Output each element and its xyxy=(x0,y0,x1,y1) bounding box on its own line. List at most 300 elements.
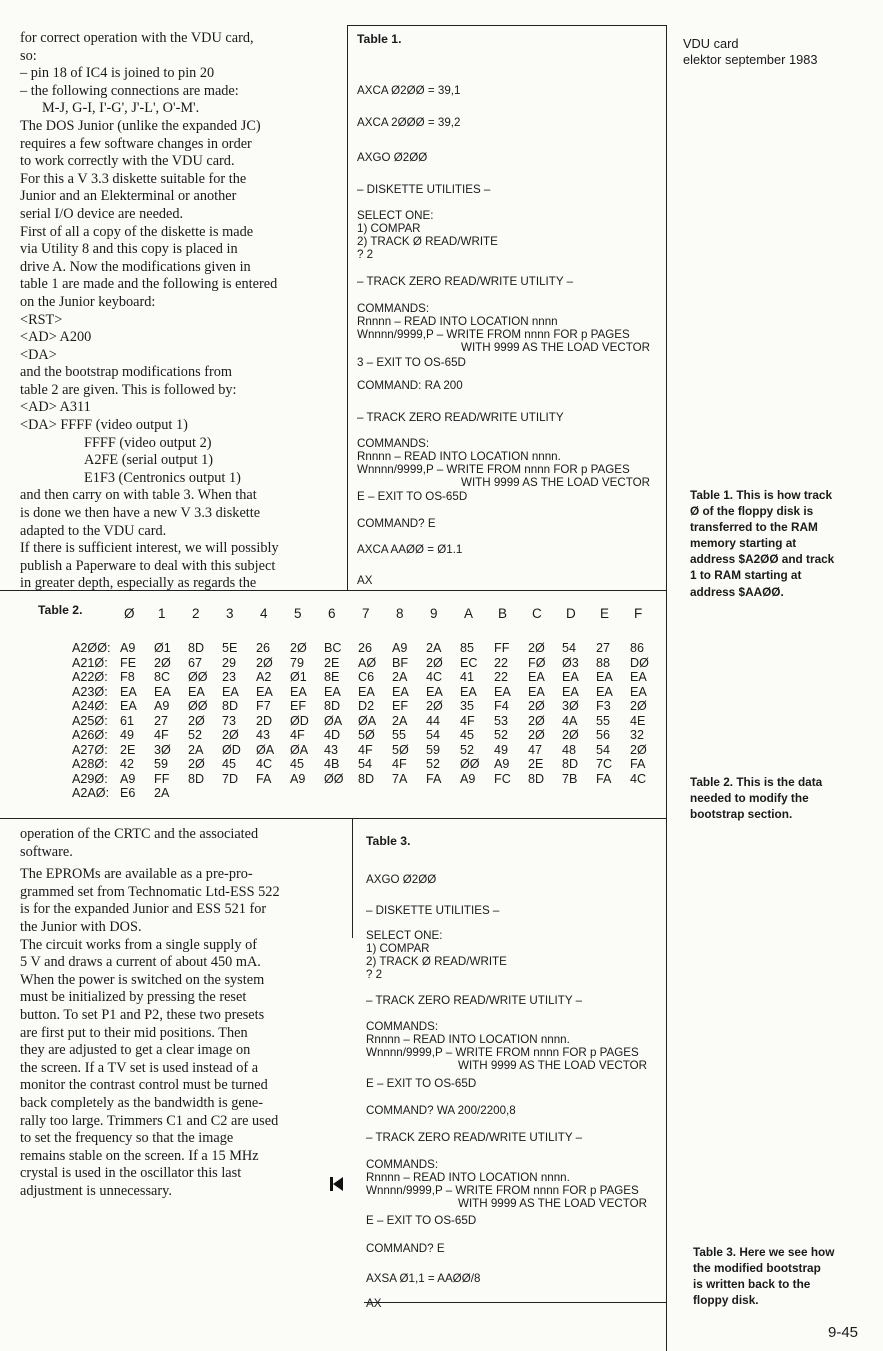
table2-header-row xyxy=(0,606,667,620)
table3-line: – DISKETTE UTILITIES – xyxy=(366,904,500,917)
table2-byte: EA xyxy=(358,684,375,699)
table2-byte: C6 xyxy=(358,670,375,684)
table2-byte: 7D xyxy=(222,771,239,786)
table2-byte: A2 xyxy=(256,670,272,684)
table2-byte: 55 xyxy=(392,728,407,742)
table2-byte: 7B xyxy=(562,771,578,786)
table3-line: COMMAND? WA 200/2200,8 xyxy=(366,1104,516,1117)
body-line: is done we then have a new V 3.3 diskette xyxy=(20,505,261,522)
body-line: button. To set P1 and P2, these two presets xyxy=(20,1006,265,1023)
caption-line: needed to modify the xyxy=(690,791,809,806)
body-line: serial I/O device are needed. xyxy=(20,205,184,222)
table2-byte: ØA xyxy=(358,713,377,728)
table2-byte: 52 xyxy=(188,728,203,742)
table2-byte: 4F xyxy=(290,728,305,742)
table2-byte: Ø3 xyxy=(562,655,579,670)
table2-byte: EA xyxy=(596,670,613,684)
table2-title: Table 2. xyxy=(38,603,83,617)
table2-byte: EA xyxy=(562,684,579,699)
body-line: – pin 18 of IC4 is joined to pin 20 xyxy=(20,65,215,82)
table1-line: SELECT ONE: xyxy=(357,209,434,222)
table2-byte: 32 xyxy=(630,728,645,742)
table3-line: Rnnnn – READ INTO LOCATION nnnn. xyxy=(366,1033,570,1046)
table2-byte: ØØ xyxy=(460,757,480,771)
body-line: requires a few software changes in order xyxy=(20,135,252,152)
table2-column-header: 3 xyxy=(226,606,234,621)
table2-byte: BC xyxy=(324,641,342,655)
table2-byte: F8 xyxy=(120,670,135,684)
body-line: so: xyxy=(20,47,37,64)
table2-byte: 73 xyxy=(222,713,237,728)
table2-byte: 52 xyxy=(460,742,475,757)
table2-byte: 2Ø xyxy=(154,655,171,670)
table2-byte: EA xyxy=(154,684,171,699)
table2-byte: A9 xyxy=(460,771,476,786)
table2-byte: 27 xyxy=(596,641,611,655)
table2-byte: FC xyxy=(494,771,511,786)
body-line: to work correctly with the VDU card. xyxy=(20,153,235,170)
table2-byte: 54 xyxy=(426,728,441,742)
table2-byte: EA xyxy=(188,684,205,699)
table2-byte: 2Ø xyxy=(630,742,647,757)
body-line: must be initialized by pressing the reset xyxy=(20,989,247,1006)
table2-byte: 56 xyxy=(596,728,611,742)
table2-column-header: D xyxy=(566,606,576,621)
table1-line: WITH 9999 AS THE LOAD VECTOR xyxy=(461,341,650,354)
table3-caption xyxy=(693,1244,834,1308)
table2-byte: 88 xyxy=(596,655,611,670)
table2-byte: 53 xyxy=(494,713,509,728)
table2-byte: 27 xyxy=(154,713,169,728)
body-line: via Utility 8 and this copy is placed in xyxy=(20,241,238,258)
table2-byte: 2Ø xyxy=(188,713,205,728)
table2-byte: 22 xyxy=(494,655,509,670)
table2-byte: 2E xyxy=(324,655,340,670)
body-line: FFFF (video output 2) xyxy=(84,434,212,451)
table2-byte: 2Ø xyxy=(426,655,443,670)
table2-byte: FA xyxy=(596,771,612,786)
table2-byte: 52 xyxy=(426,757,441,771)
table2-byte: 4D xyxy=(324,728,341,742)
table2-byte: 8D xyxy=(562,757,579,771)
table2-column-header: 1 xyxy=(158,606,166,621)
table1-line: AXGO Ø2ØØ xyxy=(357,151,428,164)
table2-byte: 4A xyxy=(562,713,578,728)
body-line: M-J, G-I, I'-G', J'-L', O'-M'. xyxy=(42,100,200,117)
body-line: When the power is switched on the system xyxy=(20,971,265,988)
table2-byte: 55 xyxy=(596,713,611,728)
table2-byte: EA xyxy=(222,684,239,699)
table2-byte: EA xyxy=(290,684,307,699)
table2-byte: FA xyxy=(426,771,442,786)
margin-note-issue: elektor september 1983 xyxy=(683,52,818,67)
table2-byte: 26 xyxy=(256,641,271,655)
table2-byte: 4F xyxy=(392,757,407,771)
table1-line: AXCA Ø2ØØ = 39,1 xyxy=(357,84,461,97)
table3-line: E – EXIT TO OS-65D xyxy=(366,1077,477,1090)
table2-byte: 67 xyxy=(188,655,203,670)
table2-byte: 7A xyxy=(392,771,408,786)
table2-byte: AØ xyxy=(358,655,377,670)
table2-byte: 8D xyxy=(324,699,341,713)
table2-byte: EA xyxy=(256,684,273,699)
table1-line: AXCA AAØØ = Ø1.1 xyxy=(357,543,463,556)
table2-grid xyxy=(0,0,667,818)
body-line: the Junior with DOS. xyxy=(20,918,142,935)
caption-line: is written back to the xyxy=(693,1277,811,1292)
body-line: crystal is used in the oscillator this last xyxy=(20,1165,242,1182)
table2-address: A29Ø: xyxy=(72,771,108,786)
table2-address: A2ØØ: xyxy=(72,641,111,655)
table2-row xyxy=(0,728,667,742)
table3-line: WITH 9999 AS THE LOAD VECTOR xyxy=(458,1059,647,1072)
table2-byte: A9 xyxy=(154,699,170,713)
table2-byte: EA xyxy=(120,699,137,713)
body-line: they are adjusted to get a clear image on xyxy=(20,1042,251,1059)
caption-line: transferred to the RAM xyxy=(690,520,818,535)
table2-byte: 54 xyxy=(358,757,373,771)
caption-line: Table 1. This is how track xyxy=(690,488,833,502)
body-line: <DA> FFFF (video output 1) xyxy=(20,417,188,434)
body-line: are first put to their mid positions. Then xyxy=(20,1024,248,1041)
table2-byte: FF xyxy=(494,641,510,655)
table1-line: Rnnnn – READ INTO LOCATION nnnn xyxy=(357,315,558,328)
table2-byte: 8D xyxy=(188,641,205,655)
table1-line: COMMAND? E xyxy=(357,517,436,530)
table2-byte: FA xyxy=(630,757,646,771)
table2-byte: 4C xyxy=(256,757,273,771)
table2-byte: 23 xyxy=(222,670,237,684)
table2-column-header: 6 xyxy=(328,606,336,621)
table2-byte: 44 xyxy=(426,713,441,728)
page-number: 9-45 xyxy=(828,1324,859,1341)
body-line: rally too large. Trimmers C1 and C2 are used xyxy=(20,1112,279,1129)
table1-line: Wnnnn/9999,P – WRITE FROM nnnn FOR p PAGES xyxy=(357,463,630,476)
table3-line: AXGO Ø2ØØ xyxy=(366,873,437,886)
body-line: Junior and an Elekterminal or another xyxy=(20,188,237,205)
body-line: publish a Paperware to deal with this subject xyxy=(20,557,276,574)
table2-byte: ØØ xyxy=(188,670,208,684)
body-line: The EPROMs are available as a pre-pro- xyxy=(20,866,253,883)
margin-note xyxy=(683,36,817,68)
table1-line: 3 – EXIT TO OS-65D xyxy=(357,356,466,369)
table2-byte: ØØ xyxy=(188,699,208,713)
table2-byte: 42 xyxy=(120,757,135,771)
table2-byte: 52 xyxy=(494,728,509,742)
body-line: software. xyxy=(20,843,73,860)
table3-line: SELECT ONE: xyxy=(366,929,443,942)
table2-byte: EC xyxy=(460,655,478,670)
table2-address: A22Ø: xyxy=(72,670,108,684)
table1-line: ? 2 xyxy=(357,248,374,261)
table2-address: A28Ø: xyxy=(72,757,108,771)
table2-byte: A9 xyxy=(120,641,136,655)
table2-column-header: Ø xyxy=(124,606,135,621)
body-line: to set the frequency so that the image xyxy=(20,1130,234,1147)
table1-line: Wnnnn/9999,P – WRITE FROM nnnn FOR p PAGES xyxy=(357,328,630,341)
margin-note-title: VDU card xyxy=(683,36,739,51)
table2-byte: 85 xyxy=(460,641,475,655)
table2-row xyxy=(0,685,667,699)
body-line xyxy=(20,1183,280,1201)
table2-byte: 43 xyxy=(324,742,339,757)
table2-byte: D2 xyxy=(358,699,375,713)
table2-address: A24Ø: xyxy=(72,699,108,713)
body-line: and then carry on with table 3. When that xyxy=(20,487,257,504)
table1-line: AXCA 2ØØØ = 39,2 xyxy=(357,116,461,129)
caption-line: memory starting at xyxy=(690,536,797,551)
body-line: in greater depth, especially as regards the xyxy=(20,575,257,592)
body-line: <AD> A311 xyxy=(20,399,91,416)
table2-byte: 2A xyxy=(392,713,408,728)
body-line: drive A. Now the modifications given in xyxy=(20,258,251,275)
table2-byte: FA xyxy=(256,771,272,786)
table1-line: 2) TRACK Ø READ/WRITE xyxy=(357,235,498,248)
caption-line: 1 to RAM starting at xyxy=(690,568,802,583)
table2-byte: 59 xyxy=(154,757,169,771)
body-line: on the Junior keyboard: xyxy=(20,293,156,310)
table2-byte: 2Ø xyxy=(188,757,205,771)
table2-byte: FF xyxy=(154,771,170,786)
table2-byte: 2Ø xyxy=(528,699,545,713)
table2-byte: ØØ xyxy=(324,771,344,786)
table2-address: A21Ø: xyxy=(72,655,108,670)
table2-row xyxy=(0,641,667,655)
table2-byte: EA xyxy=(596,684,613,699)
table2-byte: 29 xyxy=(222,655,237,670)
table2-byte: 54 xyxy=(562,641,577,655)
table2-byte: 2Ø xyxy=(528,728,545,742)
table2-column-header: B xyxy=(498,606,508,621)
table2-column-header: 9 xyxy=(430,606,438,621)
body-line: adapted to the VDU card. xyxy=(20,522,167,539)
body-line: table 1 are made and the following is entered xyxy=(20,276,278,293)
table2-byte: 2Ø xyxy=(562,728,579,742)
table2-row xyxy=(0,656,667,670)
table2-byte: EA xyxy=(494,684,511,699)
table2-byte: 43 xyxy=(256,728,271,742)
table2-row xyxy=(0,714,667,728)
caption-line: address $AAØØ. xyxy=(690,584,784,599)
end-of-article-icon xyxy=(330,1177,343,1196)
body-line: is for the expanded Junior and ESS 521 for xyxy=(20,901,267,918)
table3-line: COMMANDS: xyxy=(366,1158,439,1171)
table1-line: – TRACK ZERO READ/WRITE UTILITY xyxy=(357,411,564,424)
table2-byte: 2A xyxy=(188,742,204,757)
table2-row xyxy=(0,757,667,771)
body-column-bottom xyxy=(20,826,280,1200)
table2-row xyxy=(0,772,667,786)
body-line: If there is sufficient interest, we will possibly xyxy=(20,540,279,557)
table2-byte: 59 xyxy=(426,742,441,757)
table1-line: E – EXIT TO OS-65D xyxy=(357,490,468,503)
table2-byte: 2E xyxy=(120,742,136,757)
table2-byte: 2Ø xyxy=(528,641,545,655)
table2-byte: 3Ø xyxy=(154,742,171,757)
table3-line: Rnnnn – READ INTO LOCATION nnnn. xyxy=(366,1171,570,1184)
table1-line: Rnnnn – READ INTO LOCATION nnnn. xyxy=(357,450,561,463)
table2-address: A25Ø: xyxy=(72,713,108,728)
table2-byte: 8D xyxy=(222,699,239,713)
table2-byte: 4F xyxy=(358,742,373,757)
table2-byte: 54 xyxy=(596,742,611,757)
body-line: The DOS Junior (unlike the expanded JC) xyxy=(20,117,261,134)
table2-byte: 2A xyxy=(392,670,408,684)
table2-bottom-rule xyxy=(0,818,667,819)
table2-byte: 2D xyxy=(256,713,273,728)
table2-column-header: 2 xyxy=(192,606,200,621)
table2-column-header: 5 xyxy=(294,606,302,621)
table3-line: COMMANDS: xyxy=(366,1020,439,1033)
table1-line: COMMANDS: xyxy=(357,302,430,315)
table1-line: 1) COMPAR xyxy=(357,222,421,235)
table2-byte: EA xyxy=(562,670,579,684)
caption-line: the modified bootstrap xyxy=(693,1261,821,1276)
table3-left-rule xyxy=(352,818,353,938)
table2-row xyxy=(0,699,667,713)
table2-column-header: 7 xyxy=(362,606,370,621)
table2-byte: F7 xyxy=(256,699,271,713)
table2-column-header: E xyxy=(600,606,610,621)
body-line: – the following connections are made: xyxy=(20,82,239,99)
body-line: <AD> A200 xyxy=(20,329,92,346)
table2-byte: FE xyxy=(120,655,137,670)
table1-line: – DISKETTE UTILITIES – xyxy=(357,183,491,196)
table2-byte: ØD xyxy=(222,742,241,757)
table2-byte: ØA xyxy=(290,742,309,757)
table3-line: AXSA Ø1,1 = AAØØ/8 xyxy=(366,1272,481,1285)
body-line: The circuit works from a single supply of xyxy=(20,936,258,953)
table2-byte: 4C xyxy=(630,771,647,786)
table2-byte: A9 xyxy=(120,771,136,786)
table2-byte: A9 xyxy=(392,641,408,655)
table2-byte: 2A xyxy=(426,641,442,655)
table2-byte: EA xyxy=(392,684,409,699)
table3-line: E – EXIT TO OS-65D xyxy=(366,1214,477,1227)
table2-address: A2AØ: xyxy=(72,786,110,800)
table2-byte: 26 xyxy=(358,641,373,655)
table2-byte: 5Ø xyxy=(392,742,409,757)
table2-byte: 45 xyxy=(290,757,305,771)
table2-byte: A9 xyxy=(494,757,510,771)
table2-byte: 2A xyxy=(154,786,170,800)
table2-byte: 4F xyxy=(460,713,475,728)
body-line: remains stable on the screen. If a 15 MHz xyxy=(20,1147,259,1164)
table2-byte: ØD xyxy=(290,713,309,728)
table3-line: 2) TRACK Ø READ/WRITE xyxy=(366,955,507,968)
body-line: the screen. If a TV set is used instead of a xyxy=(20,1059,259,1076)
caption-line: Table 2. This is the data xyxy=(690,775,823,789)
table2-byte: 3Ø xyxy=(562,699,579,713)
table1-line: COMMANDS: xyxy=(357,437,430,450)
table2-column-header: 8 xyxy=(396,606,404,621)
body-line: and the bootstrap modifications from xyxy=(20,364,233,381)
table2-byte: 8C xyxy=(154,670,171,684)
table2-row xyxy=(0,743,667,757)
table2-address: A27Ø: xyxy=(72,742,108,757)
table2-byte: EF xyxy=(290,699,307,713)
table2-byte: EF xyxy=(392,699,409,713)
body-line: For this a V 3.3 diskette suitable for the xyxy=(20,170,247,187)
caption-line: Ø of the floppy disk is xyxy=(690,504,814,519)
table2-byte: Ø1 xyxy=(290,670,307,684)
table2-byte: 79 xyxy=(290,655,305,670)
body-line: <DA> xyxy=(20,346,57,363)
table1-caption xyxy=(690,487,834,600)
table3-line: Wnnnn/9999,P – WRITE FROM nnnn FOR p PAGES xyxy=(366,1046,639,1059)
table2-byte: EA xyxy=(630,684,647,699)
table2-byte: 47 xyxy=(528,742,543,757)
table2-byte: 2E xyxy=(528,757,544,771)
table2-byte: 22 xyxy=(494,670,509,684)
table2-byte: EA xyxy=(120,684,137,699)
table3-line: AX xyxy=(366,1297,382,1310)
table2-byte: BF xyxy=(392,655,409,670)
table2-byte: 61 xyxy=(120,713,135,728)
table3-line: Wnnnn/9999,P – WRITE FROM nnnn FOR p PAGES xyxy=(366,1184,639,1197)
table2-byte: F3 xyxy=(596,699,611,713)
table2-byte: 4E xyxy=(630,713,646,728)
table3-line: 1) COMPAR xyxy=(366,942,430,955)
caption-line: address $A2ØØ and track xyxy=(690,552,835,567)
table2-byte: FØ xyxy=(528,655,546,670)
table2-address: A26Ø: xyxy=(72,728,108,742)
table1-title: Table 1. xyxy=(357,32,402,46)
table2-byte: EA xyxy=(426,684,443,699)
table2-column-header: C xyxy=(532,606,542,621)
table2-byte: 7C xyxy=(596,757,613,771)
body-line: back completely as the bandwidth is gene- xyxy=(20,1094,263,1111)
table2-byte: 48 xyxy=(562,742,577,757)
table2-byte: 49 xyxy=(494,742,509,757)
body-line-text: adjustment is unnecessary. xyxy=(20,1182,172,1199)
table2-byte: 8E xyxy=(324,670,340,684)
table2-byte: 41 xyxy=(460,670,475,684)
body-line: E1F3 (Centronics output 1) xyxy=(84,469,241,486)
table2-byte: 5E xyxy=(222,641,238,655)
table2-byte: 35 xyxy=(460,699,475,713)
table1-line: – TRACK ZERO READ/WRITE UTILITY – xyxy=(357,275,574,288)
table2-byte: 2Ø xyxy=(426,699,443,713)
table2-column-header: A xyxy=(464,606,474,621)
table2-byte: 5Ø xyxy=(358,728,375,742)
caption-line: Table 3. Here we see how xyxy=(693,1245,835,1259)
table3-title: Table 3. xyxy=(366,834,411,848)
table2-byte: EA xyxy=(528,684,545,699)
table2-column-header: 4 xyxy=(260,606,268,621)
caption-line: floppy disk. xyxy=(693,1293,759,1308)
table3-line: – TRACK ZERO READ/WRITE UTILITY – xyxy=(366,1131,583,1144)
body-line: 5 V and draws a current of about 450 mA. xyxy=(20,954,261,971)
table2-byte: EA xyxy=(460,684,477,699)
table2-byte: F4 xyxy=(494,699,509,713)
table1-line: COMMAND: RA 200 xyxy=(357,379,463,392)
table2-byte: EA xyxy=(630,670,647,684)
body-line: for correct operation with the VDU card, xyxy=(20,30,254,46)
table2-row xyxy=(0,670,667,684)
table2-byte: A9 xyxy=(290,771,306,786)
table2-byte: 4B xyxy=(324,757,340,771)
table2-byte: 2Ø xyxy=(630,699,647,713)
table2-byte: 2Ø xyxy=(256,655,273,670)
table2-byte: 8D xyxy=(528,771,545,786)
table3-line: COMMAND? E xyxy=(366,1242,445,1255)
table2-byte: 8D xyxy=(188,771,205,786)
table2-caption xyxy=(690,774,822,822)
table2-address: A23Ø: xyxy=(72,684,108,699)
table2-byte: EA xyxy=(324,684,341,699)
table2-byte: 49 xyxy=(120,728,135,742)
